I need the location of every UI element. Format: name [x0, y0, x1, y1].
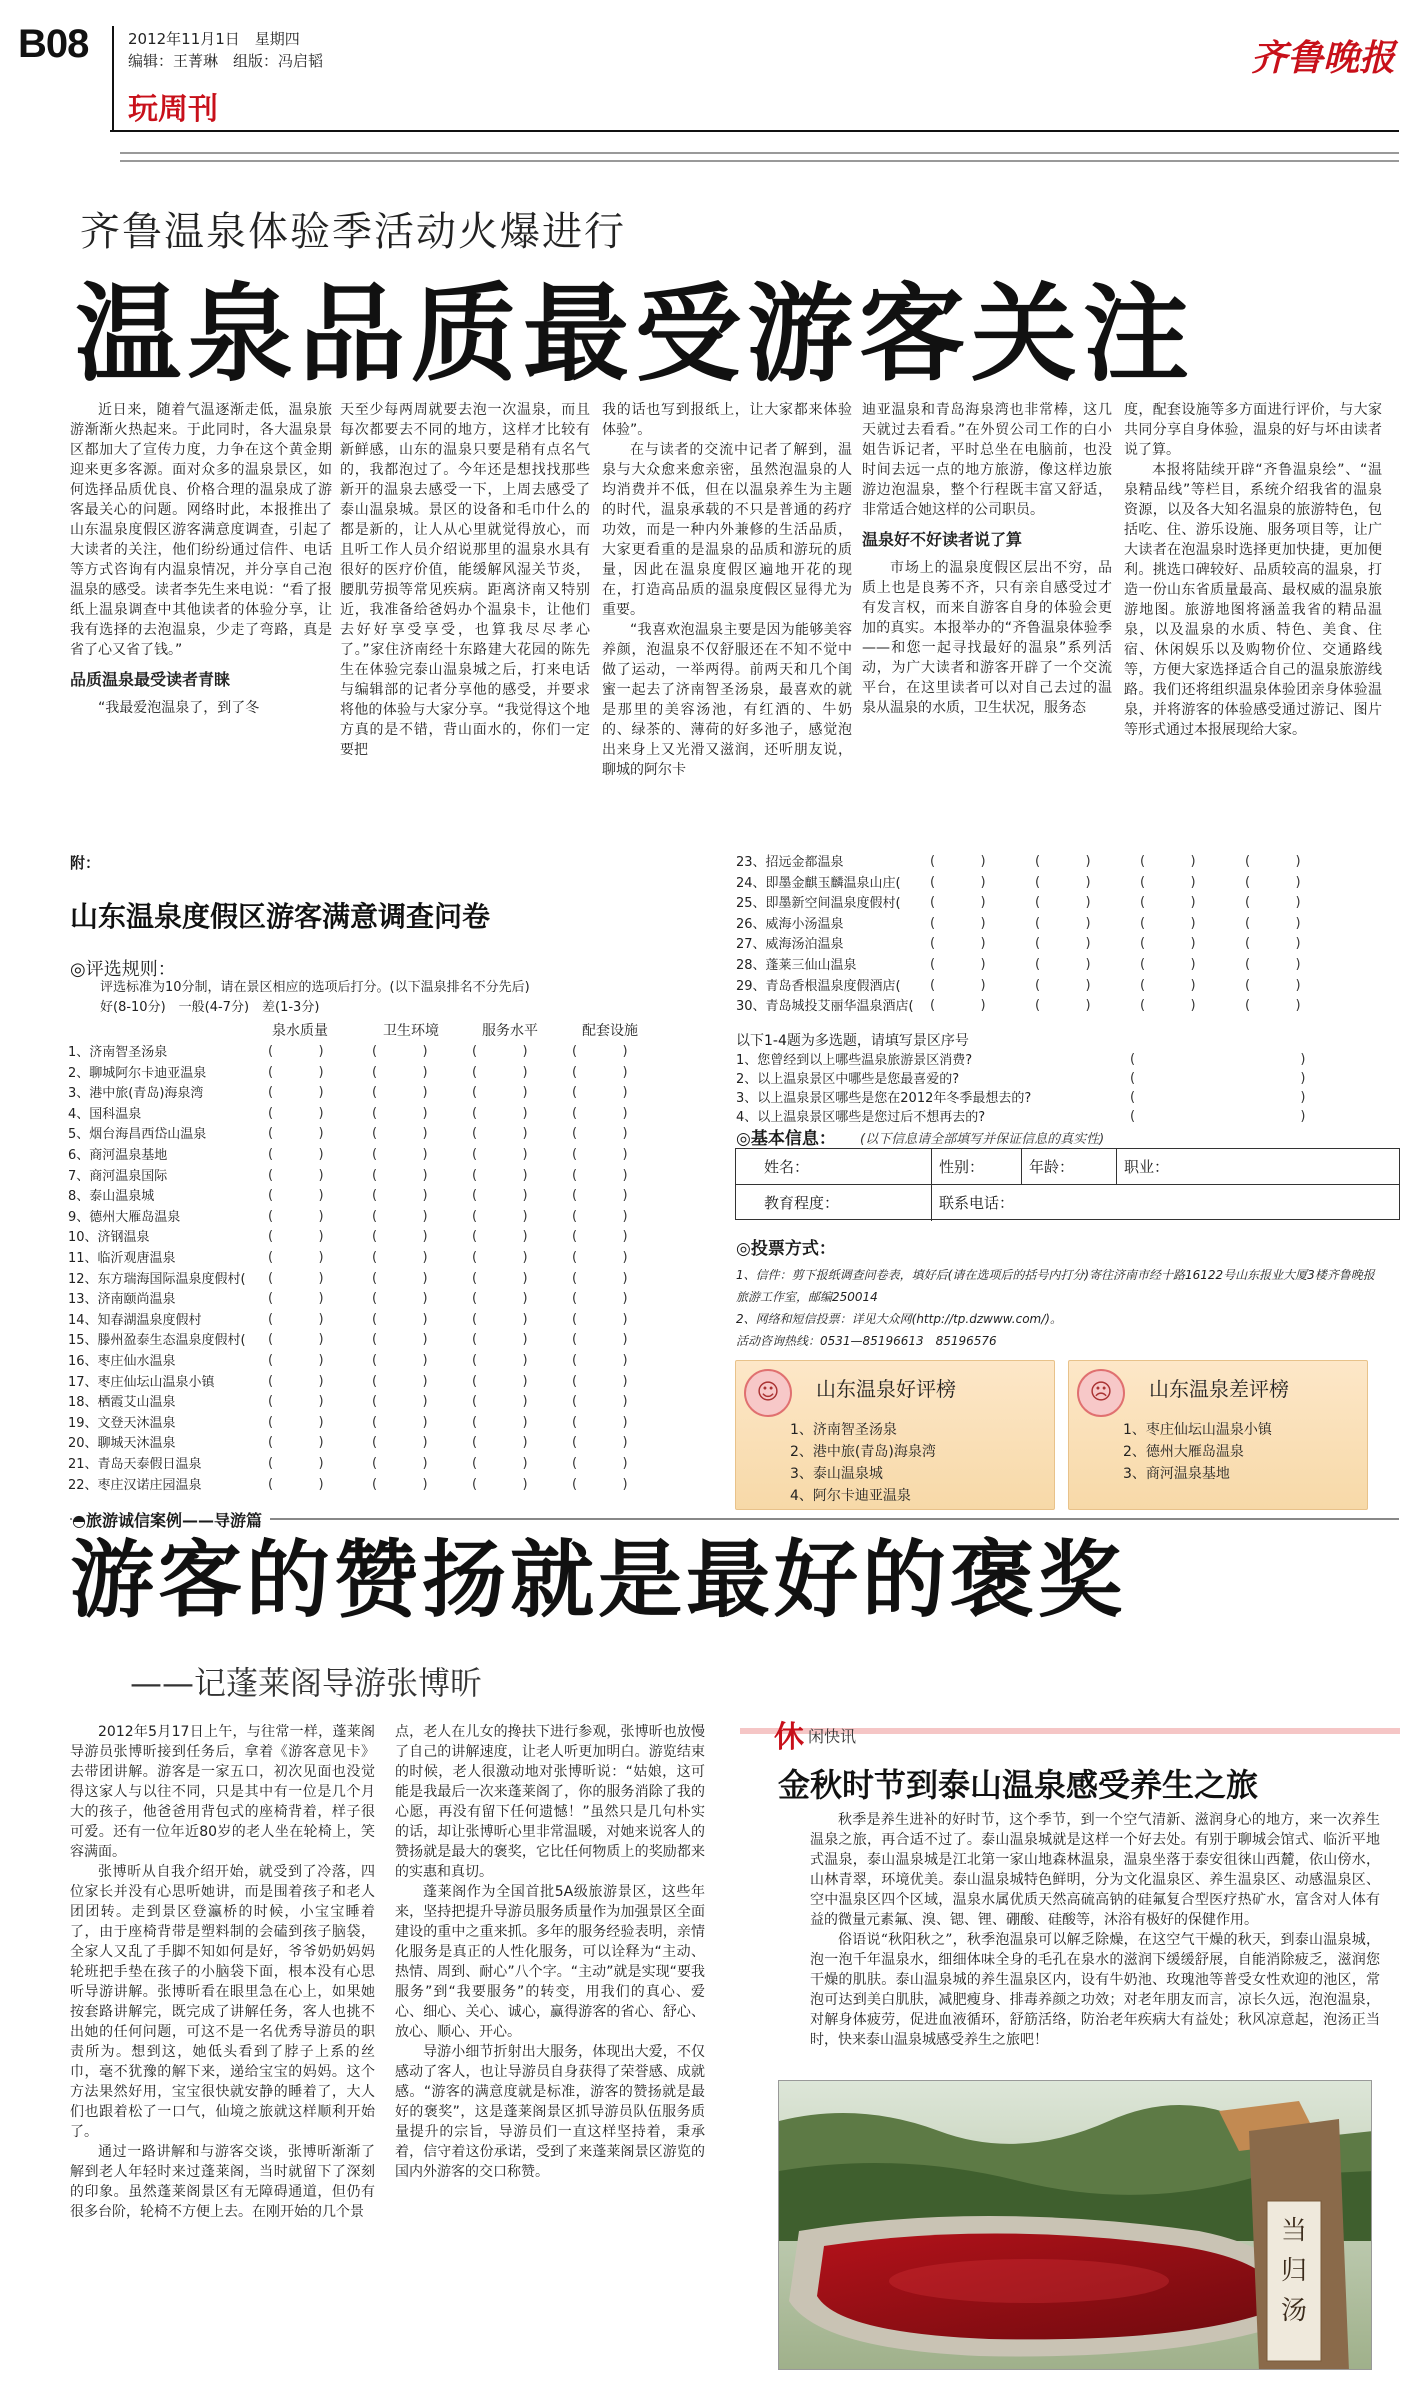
article1-title: 温泉品质最受游客关注	[75, 273, 1195, 396]
survey-item: 30、青岛城投艾丽华温泉酒店(	[736, 999, 914, 1015]
survey-item: 17、枣庄仙坛山温泉小镇	[68, 1374, 215, 1390]
article2-subtitle: ——记蓬莱阁导游张博昕	[130, 1664, 483, 1702]
paragraph: 俗语说“秋阳秋之”，秋季泡温泉可以解乏除燥，在这空气干燥的秋天，到泰山温泉城，泡一泡千年温泉水，细细体味全身的毛孔在泉水的滋润下缓缓舒展，自能消除疲乏，滋润您干燥的肌肤。泰山温泉城的养生温泉区内，设有牛奶池、玫瑰池等普受女性欢迎的池区，常泡可达到美白肌肤，减肥瘦身、排毒养颜之功效；对老年朋友而言，凉长久远，泡泡温泉，对解身体疲劳，促进血液循环，舒筋活络，防治老年疾病大有益处；秋风凉意起，泡汤正当时，快来泰山温泉城感受养生之旅吧！	[810, 1932, 1380, 2048]
score-blank[interactable]: ( )	[572, 1311, 628, 1327]
score-blank[interactable]: ( )	[1245, 874, 1301, 890]
paragraph: 秋季是养生进补的好时节，这个季节，到一个空气清新、滋润身心的地方，来一次养生温泉之旅，再合适不过了。泰山温泉城就是这样一个好去处。有别于聊城会馆式、临沂平地式温泉，泰山温泉城是江北第一家山地森林温泉，温泉坐落于泰安徂徕山西麓，依山傍水，山林青翠，环境优美。泰山温泉城特色鲜明，分为文化温泉区、养生温泉区、动感温泉区、空中温泉区四个区域，温泉水属优质天然高硫高钠的硅氟复合型医疗热矿水，富含对人体有益的微量元素氟、溴、锶、锂、硼酸、硅酸等，沐浴有极好的保健作用。	[810, 1812, 1380, 1928]
answer-blank[interactable]: ( )	[1130, 1052, 1306, 1067]
score-blank[interactable]: ( )	[268, 1250, 324, 1265]
score-blank[interactable]: ( )	[268, 1126, 324, 1142]
survey-item: 14、知春湖温泉度假村	[68, 1312, 202, 1328]
score-blank[interactable]: ( )	[472, 1311, 528, 1327]
paragraph: 蓬莱阁作为全国首批5A级旅游景区，这些年来，坚持把提升导游员服务质量作为加强景区全面建设的重中之重来抓。多年的服务经验表明，亲情化服务是真正的人性化服务，可以诠释为“主动、热情、周到、耐心”八个字。“主动”就是实现“要我服务”到“我要服务”的转变，用我们的真心、爱心、细心、关心、诚心，赢得游客的省心、舒心、放心、顺心、开心。	[395, 1884, 705, 2040]
subheading: 温泉好不好读者说了算	[862, 530, 1023, 549]
score-blank[interactable]: ( )	[472, 1147, 528, 1162]
score-blank[interactable]: ( )	[1140, 936, 1196, 952]
score-blank[interactable]: ( )	[572, 1126, 628, 1142]
leisure-badge: 休	[774, 1720, 804, 1755]
section-name: 玩周刊	[128, 92, 218, 127]
bad-item: 3、商河温泉基地	[1123, 1466, 1230, 1482]
score-blank[interactable]: ( )	[1140, 998, 1196, 1014]
age-field[interactable]: 年龄：	[1029, 1158, 1075, 1176]
score-blank[interactable]: ( )	[268, 1105, 324, 1121]
survey-item: 8、泰山温泉城	[68, 1189, 155, 1205]
sign-char: 汤	[1280, 2296, 1308, 2326]
multi-choice-title: 以下1-4题为多选题，请填写景区序号	[736, 1033, 969, 1049]
survey-item: 12、东方瑞海国际温泉度假村(	[68, 1271, 246, 1287]
vote-hotline: 活动咨询热线：0531—85196613 85196576	[736, 1334, 997, 1348]
score-blank[interactable]: ( )	[1035, 874, 1091, 890]
bad-item: 1、枣庄仙坛山温泉小镇	[1123, 1422, 1272, 1438]
survey-item: 27、威海汤泊温泉	[736, 937, 844, 953]
score-blank[interactable]: ( )	[372, 1064, 428, 1080]
score-blank[interactable]: ( )	[472, 1085, 528, 1101]
article2-title: 游客的赞扬就是最好的褒奖	[70, 1531, 1127, 1629]
score-blank[interactable]: ( )	[930, 874, 986, 890]
score-blank[interactable]: ( )	[472, 1456, 528, 1471]
score-blank[interactable]: ( )	[268, 1353, 324, 1368]
leisure-label: 闲快讯	[808, 1727, 857, 1746]
article1-col4	[862, 400, 1112, 718]
paragraph: 迪亚温泉和青岛海泉湾也非常棒，这几天就过去看看。”在外贸公司工作的白小姐告诉记者，平时总坐在电脑前，也没时间去远一点的地方旅游，像这样边旅游边泡温泉，整个行程既丰富又舒适，非常适合她这样的公司职员。	[862, 402, 1112, 518]
score-blank[interactable]: ( )	[930, 998, 986, 1014]
score-blank[interactable]: ( )	[372, 1394, 428, 1410]
score-blank[interactable]: ( )	[1245, 915, 1301, 931]
score-blank[interactable]: ( )	[268, 1167, 324, 1183]
paragraph: 天至少每两周就要去泡一次温泉，而且每次都要去不同的地方，这样才比较有新鲜感，山东的温泉只要是稍有点名气的，我都泡过了。今年还是想找找那些新开的温泉去感受一下，上周去感受了泰山温泉城。景区的设备和毛巾什么的都是新的，让人从心里就觉得放心，而且听工作人员介绍说那里的温泉水具有很好的医疗价值，能缓解风湿关节炎，腰肌劳损等常见疾病。距离济南又特别近，我准备给爸妈办个温泉卡，让他们去好好享受享受，也算我尽尽孝心了。”家住济南经十东路建大花园的陈先生在体验完泰山温泉城之后，打来电话与编辑部的记者分享他的感受，并要求将他的体验与大家分享。“我觉得这个地方真的是不错，背山面水的，你们一定要把	[340, 402, 590, 758]
score-blank[interactable]: ( )	[372, 1208, 428, 1224]
education-field[interactable]: 教育程度：	[764, 1194, 840, 1212]
paragraph: 本报将陆续开辟“齐鲁温泉绘”、“温泉精品线”等栏目，系统介绍我省的温泉资源，以及各大知名温泉的旅游特色，包括吃、住、游乐设施、服务项目等，让广大读者在泡温泉时选择更加快捷，更加便利。挑选口碑较好、品质较高的温泉，打造一份山东省质量最高、最权威的温泉旅游地图。旅游地图将涵盖我省的精品温泉，以及温泉的水质、特色、美食、住宿、休闲娱乐以及购物价位、交通路线等，方便大家选择适合自己的温泉旅游线路。我们还将组织温泉体验团亲身体验温泉，并将游客的体验感受通过游记、图片等形式通过本报展现给大家。	[1124, 462, 1382, 738]
survey-item: 15、滕州盈泰生态温泉度假村(	[68, 1333, 246, 1349]
paragraph: 2012年5月17日上午，与往常一样，蓬莱阁导游员张博昕接到任务后，拿着《游客意见卡》去带团讲解。游客是一家五口，初次见面也没觉得这家人与以往不同，只是其中有一位是几个月大的孩子，他爸爸用背包式的座椅背着，样子很可爱。还有一位年近80岁的老人坐在轮椅上，笑容满面。	[70, 1724, 375, 1860]
survey-item: 19、文登天沐温泉	[68, 1415, 176, 1431]
score-blank[interactable]: ( )	[572, 1414, 628, 1430]
score-blank[interactable]: ( )	[372, 1167, 428, 1183]
hot-spring-photo	[778, 2080, 1372, 2370]
rules-scale: 好(8-10分) 一般(4-7分) 差(1-3分)	[100, 1000, 320, 1015]
survey-item: 6、商河温泉基地	[68, 1148, 168, 1163]
question-item: 4、以上温泉景区哪些是您过后不想再去的?	[736, 1110, 986, 1125]
score-blank[interactable]: ( )	[472, 1353, 528, 1368]
vote-methods	[736, 1264, 1386, 1352]
score-blank[interactable]: ( )	[472, 1270, 528, 1286]
score-blank[interactable]: ( )	[472, 1044, 528, 1059]
score-blank[interactable]: ( )	[572, 1373, 628, 1389]
score-blank[interactable]: ( )	[472, 1188, 528, 1204]
survey-item: 22、枣庄汉诺庄园温泉	[68, 1477, 202, 1493]
score-blank[interactable]: ( )	[930, 915, 986, 931]
score-blank[interactable]: ( )	[1035, 895, 1091, 911]
score-blank[interactable]: ( )	[572, 1147, 628, 1162]
score-blank[interactable]: ( )	[572, 1353, 628, 1368]
score-blank[interactable]: ( )	[930, 895, 986, 911]
score-blank[interactable]: ( )	[268, 1208, 324, 1224]
info-table	[735, 1148, 1400, 1220]
score-blank[interactable]: ( )	[930, 977, 986, 993]
phone-field[interactable]: 联系电话：	[939, 1194, 1015, 1212]
score-blank[interactable]: ( )	[930, 957, 986, 972]
survey-item: 4、国科温泉	[68, 1106, 142, 1122]
score-blank[interactable]: ( )	[1035, 854, 1091, 869]
col-header-facilities: 配套设施	[582, 1023, 638, 1039]
survey-item: 28、蓬莱三仙山温泉	[736, 958, 857, 973]
score-blank[interactable]: ( )	[372, 1456, 428, 1471]
subheading: 品质温泉最受读者青睐	[70, 670, 231, 689]
sidebar-title: 金秋时节到泰山温泉感受养生之旅	[778, 1766, 1259, 1804]
good-ranking-list	[790, 1419, 936, 1507]
score-blank[interactable]: ( )	[372, 1311, 428, 1327]
score-blank[interactable]: ( )	[572, 1332, 628, 1348]
survey-item: 9、德州大雁岛温泉	[68, 1209, 181, 1225]
score-blank[interactable]: ( )	[1035, 998, 1091, 1014]
survey-item: 3、港中旅(青岛)海泉湾	[68, 1086, 204, 1102]
score-blank[interactable]: ( )	[268, 1414, 324, 1430]
survey-item: 18、栖霞艾山温泉	[68, 1395, 176, 1411]
article1-col2	[340, 400, 590, 760]
editors: 编辑：王菁琳 组版：冯启韬	[128, 52, 324, 70]
sign-char: 归	[1280, 2256, 1308, 2286]
score-blank[interactable]: ( )	[372, 1105, 428, 1121]
gender-field[interactable]: 性别：	[939, 1158, 985, 1176]
score-blank[interactable]: ( )	[372, 1147, 428, 1162]
score-blank[interactable]: ( )	[572, 1188, 628, 1204]
paragraph: 导游小细节折射出大服务，体现出大爱，不仅感动了客人，也让导游员自身获得了荣誉感、成就感。“游客的满意度就是标准，游客的赞扬就是最好的褒奖”，这是蓬莱阁景区抓导游员队伍服务质量提升的宗旨，导游员们一直这样坚持着，秉承着，信守着这份承诺，受到了来蓬莱阁景区游览的国内外游客的交口称赞。	[395, 2044, 705, 2180]
score-blank[interactable]: ( )	[1245, 998, 1301, 1014]
score-blank[interactable]: ( )	[472, 1229, 528, 1245]
rules-text	[100, 978, 530, 1018]
paragraph: “我喜欢泡温泉主要是因为能够美容养颜，泡温泉不仅舒服还在不知不觉中做了运动，一举两得。前两天和几个闺蜜一起去了济南智圣汤泉，最喜欢的就是那里的美容汤池，有红酒的、牛奶的、绿茶的、薄荷的好多池子，感觉泡出来身上又光滑又滋润，还听朋友说，聊城的阿尔卡	[602, 622, 852, 778]
score-blank[interactable]: ( )	[372, 1270, 428, 1286]
question-item: 2、以上温泉景区中哪些是您最喜爱的?	[736, 1072, 960, 1087]
sidebar-text	[810, 1810, 1380, 2050]
score-blank[interactable]: ( )	[572, 1105, 628, 1121]
score-blank[interactable]: ( )	[1140, 977, 1196, 993]
score-blank[interactable]: ( )	[1140, 915, 1196, 931]
vote-mail: 1、信件：剪下报纸调查问卷表，填好后(请在选项后的括号内打分)寄往济南市经十路16122号山东报业大厦3楼齐鲁晚报旅游工作室，邮编250014	[736, 1268, 1375, 1304]
score-blank[interactable]: ( )	[572, 1250, 628, 1265]
paragraph: 通过一路讲解和与游客交谈，张博昕渐渐了解到老人年轻时来过蓬莱阁，当时就留下了深刻的印象。虽然蓬莱阁景区有无障碍通道，但仍有很多台阶，轮椅不方便上去。在刚开始的几个景	[70, 2144, 375, 2220]
question-item: 3、以上温泉景区哪些是您在2012年冬季最想去的?	[736, 1091, 1032, 1106]
vote-online: 2、网络和短信投票：详见大众网(http://tp.dzwww.com/)。	[736, 1312, 1062, 1326]
survey-item: 26、威海小汤温泉	[736, 916, 844, 932]
paragraph: 我的话也写到报纸上，让大家都来体验体验”。	[602, 402, 852, 438]
score-blank[interactable]: ( )	[268, 1332, 324, 1348]
good-ranking-title: 山东温泉好评榜	[816, 1377, 956, 1401]
survey-item: 11、临沂观唐温泉	[68, 1251, 176, 1266]
article1-col3	[602, 400, 852, 780]
score-blank[interactable]: ( )	[1035, 957, 1091, 972]
score-blank[interactable]: ( )	[372, 1435, 428, 1451]
survey-item: 24、即墨金麒玉麟温泉山庄(	[736, 875, 901, 891]
score-blank[interactable]: ( )	[472, 1332, 528, 1348]
score-blank[interactable]: ( )	[372, 1126, 428, 1142]
vote-title: ◎投票方式：	[736, 1239, 836, 1259]
smile-face-icon: ☺	[744, 1369, 792, 1417]
score-blank[interactable]: ( )	[268, 1311, 324, 1327]
header-meta	[128, 28, 323, 72]
score-blank[interactable]: ( )	[268, 1456, 324, 1471]
article2-col1	[70, 1722, 375, 2222]
score-blank[interactable]: ( )	[572, 1229, 628, 1245]
score-blank[interactable]: ( )	[1035, 936, 1091, 952]
score-blank[interactable]: ( )	[572, 1044, 628, 1059]
answer-blank[interactable]: ( )	[1130, 1109, 1306, 1124]
info-row-2	[736, 1185, 1399, 1221]
paragraph: 点，老人在儿女的搀扶下进行参观，张博昕也放慢了自己的讲解速度，让老人听更加明白。游览结束的时候，老人很激动地对张博昕说：“姑娘，这可能是我最后一次来蓬莱阁了，你的服务消除了我的心愿，再没有留下任何遗憾！”虽然只是几句朴实的话，却让张博昕心里非常温暖，对她来说客人的赞扬就是最大的褒奖，它比任何物质上的奖励都来的实惠和真切。	[395, 1724, 705, 1880]
page-number: B08	[18, 22, 89, 66]
survey-title: 山东温泉度假区游客满意调查问卷	[70, 900, 491, 933]
score-blank[interactable]: ( )	[268, 1394, 324, 1410]
rules-title: ◎评选规则：	[70, 959, 176, 980]
issue-date: 2012年11月1日 星期四	[128, 30, 300, 48]
survey-item: 29、青岛香根温泉度假酒店(	[736, 978, 901, 994]
article1-subtitle: 齐鲁温泉体验季活动火爆进行	[80, 209, 626, 255]
score-blank[interactable]: ( )	[1140, 874, 1196, 890]
score-blank[interactable]: ( )	[572, 1064, 628, 1080]
survey-item: 5、烟台海昌西岱山温泉	[68, 1127, 207, 1143]
score-blank[interactable]: ( )	[1140, 957, 1196, 972]
score-blank[interactable]: ( )	[472, 1291, 528, 1307]
score-blank[interactable]: ( )	[268, 1044, 324, 1059]
score-blank[interactable]: ( )	[268, 1435, 324, 1451]
survey-item: 7、商河温泉国际	[68, 1168, 168, 1184]
info-note: (以下信息请全部填写并保证信息的真实性)	[860, 1132, 1105, 1147]
score-blank[interactable]: ( )	[372, 1250, 428, 1265]
score-blank[interactable]: ( )	[268, 1229, 324, 1245]
info-title: ◎基本信息：	[736, 1129, 836, 1149]
score-blank[interactable]: ( )	[372, 1085, 428, 1101]
answer-blank[interactable]: ( )	[1130, 1071, 1306, 1086]
score-blank[interactable]: ( )	[472, 1373, 528, 1389]
score-blank[interactable]: ( )	[472, 1105, 528, 1121]
paragraph: “我最爱泡温泉了，到了冬	[98, 700, 260, 716]
col-header-water: 泉水质量	[272, 1023, 328, 1039]
sad-face-icon: ☹	[1077, 1369, 1125, 1417]
paragraph: 张博昕从自我介绍开始，就受到了冷落，四位家长并没有心思听她讲，而是围着孩子和老人团团转。走到景区登瀛桥的时候，小宝宝睡着了，由于座椅背带是塑料制的会磕到孩子脑袋，全家人又乱了手脚不知如何是好，爷爷奶奶妈妈轮班把手垫在孩子的小脑袋下面，根本没有心思听导游讲解。张博昕看在眼里急在心上，如果她按套路讲解完，既完成了讲解任务，客人也挑不出她的任何问题，可这不是一名优秀导游员的职责所为。想到这，她低头看到了脖子上系的丝巾，毫不犹豫的解下来，递给宝宝的妈妈。这个方法果然好用，宝宝很快就安静的睡着了，大人们也跟着松了一口气，仙境之旅就这样顺利开始了。	[70, 1864, 375, 2140]
survey-item: 1、济南智圣汤泉	[68, 1045, 168, 1060]
score-blank[interactable]: ( )	[372, 1229, 428, 1245]
score-blank[interactable]: ( )	[372, 1188, 428, 1204]
score-blank[interactable]: ( )	[1035, 977, 1091, 993]
score-blank[interactable]: ( )	[572, 1476, 628, 1492]
header-rule	[110, 130, 1399, 132]
score-blank[interactable]: ( )	[372, 1373, 428, 1389]
score-blank[interactable]: ( )	[1245, 957, 1301, 972]
survey-item: 2、聊城阿尔卡迪亚温泉	[68, 1065, 207, 1081]
score-blank[interactable]: ( )	[372, 1044, 428, 1059]
info-row-1	[736, 1149, 1399, 1185]
bad-ranking-title: 山东温泉差评榜	[1149, 1377, 1289, 1401]
score-blank[interactable]: ( )	[372, 1291, 428, 1307]
name-field[interactable]: 姓名：	[764, 1158, 810, 1176]
score-blank[interactable]: ( )	[268, 1373, 324, 1389]
score-blank[interactable]: ( )	[268, 1291, 324, 1307]
paragraph: 近日来，随着气温逐渐走低，温泉旅游渐渐火热起来。于此同时，各大温泉景区都加大了宣传力度，力争在这个黄金期迎来更多客源。面对众多的温泉景区，如何选择品质优良、价格合理的温泉成了游客最关心的问题。网络时此，本报推出了山东温泉度假区游客满意度调查，引起了大读者的关注，他们纷纷通过信件、电话等方式咨询有内温泉情况，并分享自己泡温泉的感受。读者李先生来电说：“看了报纸上温泉调查中其他读者的体验分享，让我有选择的去泡温泉，少走了弯路，真是省了心又省了钱。”	[70, 402, 332, 658]
score-blank[interactable]: ( )	[472, 1126, 528, 1142]
score-blank[interactable]: ( )	[572, 1435, 628, 1451]
bad-item: 2、德州大雁岛温泉	[1123, 1444, 1244, 1460]
good-ranking-box	[735, 1360, 1055, 1510]
hot-spring-illustration	[779, 2081, 1372, 2370]
header-divider	[112, 26, 114, 130]
score-blank[interactable]: ( )	[572, 1291, 628, 1307]
score-blank[interactable]: ( )	[930, 854, 986, 869]
sign-char: 当	[1280, 2216, 1308, 2246]
score-blank[interactable]: ( )	[572, 1208, 628, 1224]
score-blank[interactable]: ( )	[268, 1085, 324, 1101]
score-blank[interactable]: ( )	[372, 1476, 428, 1492]
score-blank[interactable]: ( )	[572, 1456, 628, 1471]
score-blank[interactable]: ( )	[572, 1270, 628, 1286]
survey-item: 20、聊城天沐温泉	[68, 1436, 176, 1452]
col-header-hygiene: 卫生环境	[383, 1023, 439, 1039]
score-blank[interactable]: ( )	[572, 1167, 628, 1183]
good-item: 2、港中旅(青岛)海泉湾	[790, 1444, 936, 1460]
score-blank[interactable]: ( )	[1140, 895, 1196, 911]
score-blank[interactable]: ( )	[268, 1476, 324, 1492]
score-blank[interactable]: ( )	[268, 1147, 324, 1162]
survey-item: 21、青岛天泰假日温泉	[68, 1457, 202, 1472]
col-header-service: 服务水平	[482, 1023, 538, 1039]
survey-item: 16、枣庄仙水温泉	[68, 1354, 176, 1369]
score-blank[interactable]: ( )	[472, 1435, 528, 1451]
score-blank[interactable]: ( )	[1245, 854, 1301, 869]
score-blank[interactable]: ( )	[472, 1167, 528, 1183]
article1-col1	[70, 400, 332, 718]
bad-ranking-box	[1068, 1360, 1368, 1510]
good-item: 1、济南智圣汤泉	[790, 1422, 897, 1438]
survey-item: 23、招远金都温泉	[736, 855, 844, 870]
score-blank[interactable]: ( )	[268, 1270, 324, 1286]
score-blank[interactable]: ( )	[572, 1394, 628, 1410]
score-blank[interactable]: ( )	[472, 1208, 528, 1224]
good-item: 3、泰山温泉城	[790, 1466, 883, 1482]
score-blank[interactable]: ( )	[1245, 895, 1301, 911]
appendix-label: 附：	[70, 854, 101, 872]
occupation-field[interactable]: 职业：	[1124, 1158, 1170, 1176]
score-blank[interactable]: ( )	[1245, 977, 1301, 993]
top-double-rule	[120, 152, 1399, 162]
score-blank[interactable]: ( )	[930, 936, 986, 952]
score-blank[interactable]: ( )	[1035, 915, 1091, 931]
article2-col2	[395, 1722, 705, 2182]
score-blank[interactable]: ( )	[472, 1414, 528, 1430]
paragraph: 度，配套设施等多方面进行评价，与大家共同分享自身体验，温泉的好与坏由读者说了算。	[1124, 402, 1382, 458]
survey-item: 10、济钢温泉	[68, 1230, 150, 1246]
bad-ranking-list	[1123, 1419, 1272, 1485]
paragraph: 市场上的温泉度假区层出不穷，品质上也是良莠不齐，只有亲自感受过才有发言权，而来自游客自身的体验会更加的真实。本报举办的“齐鲁温泉体验季——和您一起寻找最好的温泉”系列活动，为广大读者和游客开辟了一个交流平台，在这里读者可以对自己去过的温泉从温泉的水质，卫生状况，服务态	[862, 560, 1112, 716]
question-item: 1、您曾经到以上哪些温泉旅游景区消费?	[736, 1053, 973, 1068]
score-blank[interactable]: ( )	[1245, 936, 1301, 952]
score-blank[interactable]: ( )	[1140, 854, 1196, 869]
rules-line: 评选标准为10分制，请在景区相应的选项后打分。(以下温泉排名不分先后)	[100, 980, 530, 995]
score-blank[interactable]: ( )	[268, 1064, 324, 1080]
score-blank[interactable]: ( )	[268, 1188, 324, 1204]
survey-item: 25、即墨新空间温泉度假村(	[736, 896, 901, 912]
score-blank[interactable]: ( )	[472, 1476, 528, 1492]
survey-item: 13、济南颐尚温泉	[68, 1292, 176, 1308]
score-blank[interactable]: ( )	[572, 1085, 628, 1101]
score-blank[interactable]: ( )	[472, 1394, 528, 1410]
answer-blank[interactable]: ( )	[1130, 1090, 1306, 1105]
article2-label: ◓旅游诚信案例——导游篇	[72, 1508, 270, 1531]
good-item: 4、阿尔卡迪亚温泉	[790, 1488, 911, 1504]
score-blank[interactable]: ( )	[372, 1332, 428, 1348]
article1-col5	[1124, 400, 1382, 740]
score-blank[interactable]: ( )	[372, 1353, 428, 1368]
paragraph: 在与读者的交流中记者了解到，温泉与大众愈来愈亲密，虽然泡温泉的人均消费并不低，但在以温泉养生为主题的时代，温泉承载的不只是普通的药疗功效，而是一种内外兼修的生活品质，大家更看重的是温泉的品质和游玩的质量，因此在温泉度假区遍地开花的现在，打造高品质的温泉度假区显得尤为重要。	[602, 442, 852, 618]
score-blank[interactable]: ( )	[472, 1064, 528, 1080]
score-blank[interactable]: ( )	[472, 1250, 528, 1265]
newspaper-logo: 齐鲁晚报	[1250, 37, 1395, 79]
score-blank[interactable]: ( )	[372, 1414, 428, 1430]
